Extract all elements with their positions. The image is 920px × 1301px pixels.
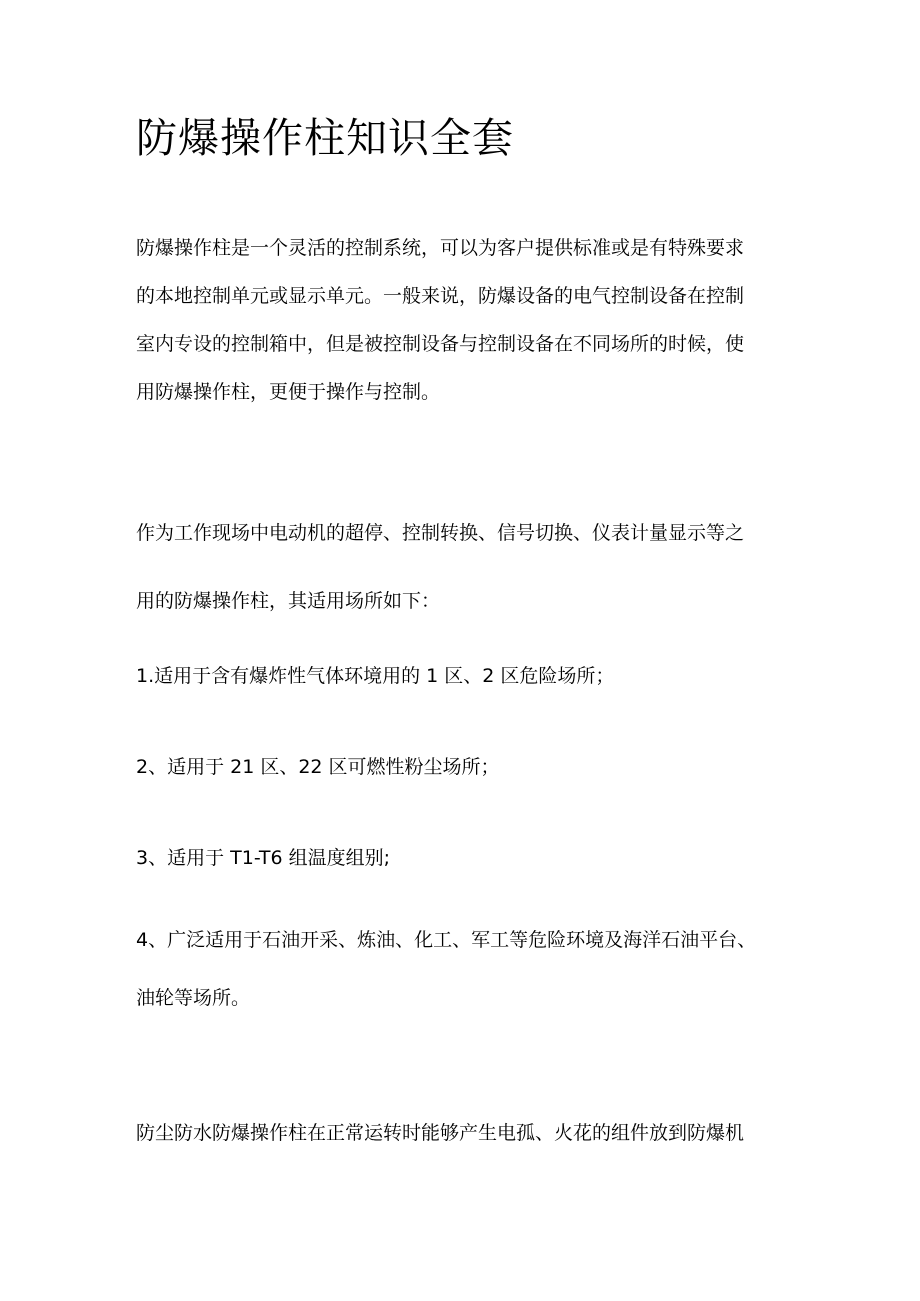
- list-item-2: [136, 743, 786, 791]
- list-item-text: 3、适用于 T1-T6 组温度组别;: [136, 847, 391, 869]
- closing-line: 防尘防水防爆操作柱在正常运转时能够产生电孤、火花的组件放到防爆机: [136, 1122, 745, 1144]
- list-item-text: 4、广泛适用于石油开采、炼油、化工、军工等危险环境及海洋石油平台、: [136, 929, 757, 951]
- intro-line: 防爆操作柱是一个灵活的控制系统，可以为客户提供标准或是有特殊要求: [136, 237, 745, 259]
- usage-paragraph: [136, 499, 786, 635]
- document-title: 防爆操作柱知识全套: [136, 114, 514, 162]
- usage-line: 作为工作现场中电动机的超停、控制转换、信号切换、仪表计量显示等之: [136, 522, 745, 544]
- intro-line: 室内专设的控制箱中，但是被控制设备与控制设备在不同场所的时候，使: [136, 333, 745, 355]
- intro-paragraph: [136, 224, 786, 416]
- list-item-text: 油轮等场所。: [136, 987, 251, 1009]
- intro-line: 用防爆操作柱，更便于操作与控制。: [136, 381, 441, 403]
- intro-line: 的本地控制单元或显示单元。一般来说，防爆设备的电气控制设备在控制: [136, 285, 745, 307]
- list-item-1: [136, 652, 786, 700]
- list-item-4: [136, 911, 786, 1027]
- list-item-text: 2、适用于 21 区、22 区可燃性粉尘场所；: [136, 756, 500, 778]
- list-item-3: [136, 834, 786, 882]
- list-item-text: 1.适用于含有爆炸性气体环境用的 1 区、2 区危险场所；: [136, 665, 615, 687]
- usage-line: 用的防爆操作柱，其适用场所如下：: [136, 590, 441, 612]
- closing-paragraph: [136, 1109, 786, 1157]
